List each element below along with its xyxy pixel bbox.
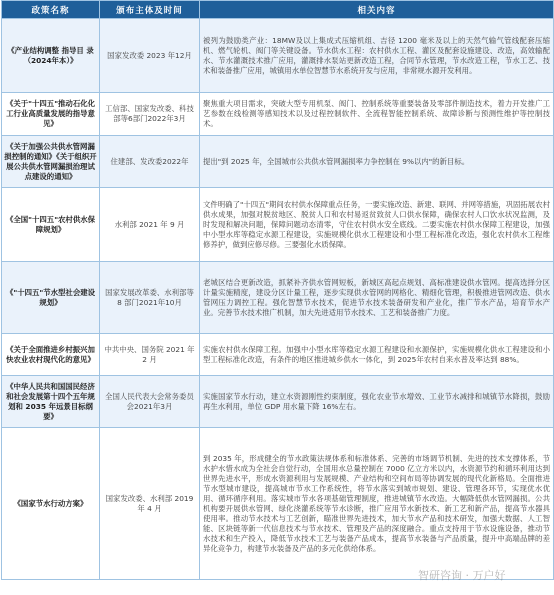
watermark: 智研咨询 · 万户好: [418, 569, 506, 582]
table-row: [2, 428, 554, 580]
issuer-cell: 住建部、发改委2022年: [100, 136, 200, 188]
header-row: [2, 1, 554, 19]
table-row: [2, 19, 554, 93]
content-cell: 被列为鼓励类产业：18MW及以上集成式压缩机组、吉径 1200 毫米及以上的天然气输气管线配套压缩机、燃气轮机、阀门等关键设备。节水供水工程：农村供水工程、灌区及配套设施建设、改造，高效输配水、节水灌溉技术推广应用，灌溉排水泵站更新改造工程，合同节水管理，节水改造工程，节水工艺、技术和装备推广应用，城镇用水单位智慧节水系统开发与应用，非常规水源开发利用。: [200, 19, 554, 93]
policy-name-cell: 《关于全面推进乡村振兴加快农业农村现代化的意见》: [2, 334, 100, 376]
issuer-cell: 国家发改委、水利部 2019 年 4 月: [100, 428, 200, 580]
table-row: [2, 334, 554, 376]
policy-name-cell: 《中华人民共和国国民经济和社会发展第十四个五年规划和 2035 年远景目标纲要》: [2, 376, 100, 428]
policy-name-cell: 《国家节水行动方案》: [2, 428, 100, 580]
policy-name-cell: 《"十四五"节水型社会建设规划》: [2, 262, 100, 334]
table-row: [2, 188, 554, 262]
policy-table: [1, 0, 554, 580]
header-content: 相关内容: [200, 1, 554, 19]
policy-name-cell: 《关于加强公共供水管网漏损控制的通知》《关于组织开展公共供水管网漏损治理试点建设的通知》: [2, 136, 100, 188]
issuer-cell: 中共中央、国务院 2021 年 2 月: [100, 334, 200, 376]
issuer-cell: 国家发改委 2023 年12月: [100, 19, 200, 93]
content-cell: 到 2035 年，形成健全的节水政策法规体系和标准体系、完善的市场调节机制、先进的技术支撑体系，节水护水惜水成为全社会自觉行动，全国用水总量控制在 7000 亿立方米以内，水资源节约和循环利用达到世界先进水平，形成水资源利用与发展规模、产业结构和空间布局等协调发展的现代化新格局。全面推进节水型城市建设，提高城市节水工作系统性，将节水落实到城市规划、建设、管理各环节，实现优水优用、循环循序利用。落实城市节水各项基础管理制度，推进城镇节水改造。大幅降低供水管网漏损。公共机构要开展供水管网、绿化浇灌系统等节水诊断，推广应用节水新技术、新工艺和新产品，提高节水器具使用率。推动节水技术与工艺创新，瞄准世界先进技术，加大节水产品和技术研发，加强大数据、人工智能、区块链等新一代信息技术与节水技术、管理及产品的深度融合。重点支持用于节水设施设备，推动节水技术和生产投入，降低节水技术工艺与装备产品成本，提高节水装备与产品质量，提升中高端品牌的差异化竞争力，构建节水装备及产品的多元化供给体系。: [200, 428, 554, 580]
issuer-cell: 全国人民代表大会常务委员会2021年3月: [100, 376, 200, 428]
content-cell: 实施国家节水行动，建立水资源刚性约束制度，强化农业节水增效、工业节水减排和城镇节水降损，鼓励再生水利用，单位 GDP 用水量下降 16%左右。: [200, 376, 554, 428]
content-cell: 提出"到 2025 年，全国城市公共供水管网漏损率力争控制在 9%以内"的新目标。: [200, 136, 554, 188]
policy-name-cell: 《全国"十四五"农村供水保障规划》: [2, 188, 100, 262]
table-row: [2, 376, 554, 428]
table-row: [2, 262, 554, 334]
table-row: [2, 93, 554, 136]
content-cell: 老城区结合更新改造，抓紧补齐供水管网短板，新城区高起点规划、高标准建设供水管网。提高选择分区计量实施精度，建设分区计量工程，逐步实现供水管网的网格化、精细化管理，积极推进管网改造、供水管网压力调控工程。强化智慧节水技术，促进节水技术装备研发和产业化，推广节水产品，培育节水产业。完善节水技术推广机制，加大先进适用节水技术、工艺和装备推广力度。: [200, 262, 554, 334]
issuer-cell: 工信部、国家发改委、科技部等6部门2022年3月: [100, 93, 200, 136]
header-issuer-date: 颁布主体及时间: [100, 1, 200, 19]
header-policy-name: 政策名称: [2, 1, 100, 19]
table-row: [2, 136, 554, 188]
content-cell: 文件明确了"十四五"期间农村供水保障重点任务，一要实施改造、新建、联网、并网等措施，巩固拓展农村供水成果，加强对脱贫地区、脱贫人口和农村易返贫致贫人口供水保障，确保农村人口饮水状况监测，及时发现和解决问题，保障问题动态清零，守住农村供水安全底线。二要实施农村供水保障工程建设，加强中小型水库等稳定水源工程建设，实施规模化供水工程建设和小型工程标准化改造，强化农村供水工程维修养护，做到应修尽修。三要强化水质保障。: [200, 188, 554, 262]
policy-name-cell: 《产业结构调整 指导目 录（2024年本）》: [2, 19, 100, 93]
issuer-cell: 国家发展改革委、水利部等 8 部门2021年10月: [100, 262, 200, 334]
content-cell: 实施农村供水保障工程。加强中小型水库等稳定水源工程建设和水源保护，实施规模化供水工程建设和小型工程标准化改造，有条件的地区推进城乡供水一体化，到 2025年农村自来水普及率达到 88%。: [200, 334, 554, 376]
issuer-cell: 水利部 2021 年 9 月: [100, 188, 200, 262]
content-cell: 聚焦重大项目需求，突破大型专用机泵、阀门、控制系统等重要装备及零部件制造技术，着力开发推广工艺参数在线检测等感知技术以及过程控制软件、全流程智能控制系统、故障诊断与预测性维护等控制技术。: [200, 93, 554, 136]
policy-name-cell: 《关于"十四五"推动石化化工行业高质量发展的指导意见》: [2, 93, 100, 136]
